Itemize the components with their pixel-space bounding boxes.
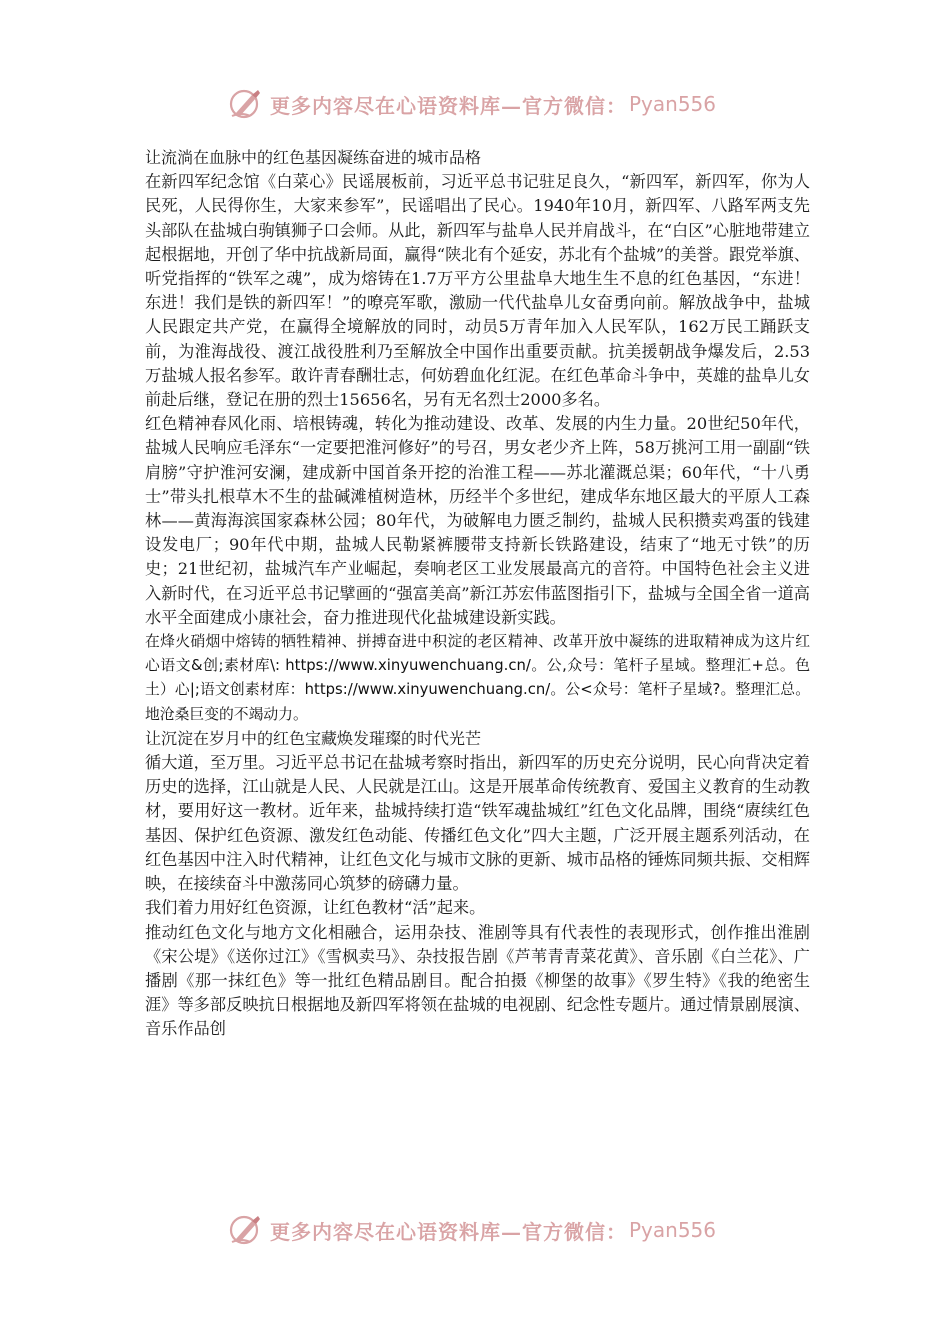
paragraph-4: 循大道，至万里。习近平总书记在盐城考察时指出，新四军的历史充分说明，民心向背决定着历史的选择，江山就是人民、人民就是江山。这是开展革命传统教育、爱国主义教育的生动教材，要用好这一教材。近年来，盐城持续打造“铁军魂盐城红”红色文化品牌，围绕“赓续红色基因、保护红色资源、激发红色动能、传播红色文化”四大主题，广泛开展主题系列活动，在红色基因中注入时代精神，让红色文化与城市文脉的更新、城市品格的锤炼同频共振、交相辉映，在接续奋斗中激荡同心筑梦的磅礴力量。 [145,753,810,894]
section-heading-2: 让沉淀在岁月中的红色宝藏焕发璀璨的时代光芒 [145,728,482,748]
banner-text: 更多内容尽在心语资料库—官方微信： [270,93,627,118]
banner-text: 更多内容尽在心语资料库—官方微信： [270,1219,627,1244]
section-heading-1: 让流淌在血脉中的红色基因凝练奋进的城市品格 [145,148,482,167]
paragraph-1: 在新四军纪念馆《白菜心》民谣展板前，习近平总书记驻足良久，“新四军，新四军，你为人民死，人民得你生，大家来参军”，民谣唱出了民心。1940年10月，新四军、八路军两支先头部队在盐城白驹镇狮子口会师。从此，新四军与盐阜人民并肩战斗，在“白区”心脏地带建立起根据地，开创了华中抗战新局面，赢得“陕北有个延安，苏北有个盐城”的美誉。跟党举旗、听党指挥的“铁军之魂”，成为熔铸在1.7万平方公里盐阜大地生生不息的红色基因，“东进！东进！我们是铁的新四军！”的嘹亮军歌，激励一代代盐阜儿女奋勇向前。解放战争中，盐城人民跟定共产党，在赢得全境解放的同时，动员5万青年加入人民军队，162万民工踊跃支前，为淮海战役、渡江战役胜利乃至解放全中国作出重要贡献。抗美援朝战争爆发后，2.53万盐城人报名参军。敢许青春酬壮志，何妨碧血化红泥。在红色革命斗争中，英雄的盐阜儿女前赴后继，登记在册的烈士15656名，另有无名烈士2000多名。 [145,172,810,410]
banner-wechat-handle: Pyan556 [629,92,717,116]
paragraph-3-watermarked: 在烽火硝烟中熔铸的牺牲精神、拼搏奋进中积淀的老区精神、改革开放中凝练的进取精神成为这片红心语文&创;素材库\: https://www.xinyuwenchuang.cn/。公,众号：笔杆子星域。整理汇+总。色土）心|;语文创素材库：https://www.xinyuwenchuang.cn/。公<众号：笔杆子星域?。整理汇总。地沧桑巨变的不竭动力。 [145,633,810,723]
footer-banner [228,1210,748,1250]
paragraph-6: 推动红色文化与地方文化相融合，运用杂技、淮剧等具有代表性的表现形式，创作推出淮剧《宋公堤》《送你过江》《雪枫卖马》、杂技报告剧《芦苇青青菜花黄》、音乐剧《白兰花》、广播剧《那一抹红色》等一批红色精品剧目。配合拍摄《柳堡的故事》《罗生特》《我的绝密生涯》等多部反映抗日根据地及新四军将领在盐城的电视剧、纪念性专题片。通过情景剧展演、音乐作品创 [145,922,810,1039]
article-body [145,146,810,1042]
pen-logo-icon [228,1212,264,1248]
banner-wechat-handle: Pyan556 [629,1218,717,1242]
pen-logo-icon [228,86,264,122]
header-banner [228,84,748,124]
paragraph-2: 红色精神春风化雨、培根铸魂，转化为推动建设、改革、发展的内生力量。20世纪50年代，盐城人民响应毛泽东“一定要把淮河修好”的号召，男女老少齐上阵，58万挑河工用一副副“铁肩膀”守护淮河安澜，建成新中国首条开挖的治淮工程——苏北灌溉总渠；60年代，“十八勇士”带头扎根草木不生的盐碱滩植树造林，历经半个多世纪，建成华东地区最大的平原人工森林——黄海海滨国家森林公园；80年代，为破解电力匮乏制约，盐城人民积攒卖鸡蛋的钱建设发电厂；90年代中期，盐城人民勒紧裤腰带支持新长铁路建设，结束了“地无寸铁”的历史；21世纪初，盐城汽车产业崛起，奏响老区工业发展最高亢的音符。中国特色社会主义进入新时代，在习近平总书记擘画的“强富美高”新江苏宏伟蓝图指引下，盐城与全国全省一道高水平全面建成小康社会，奋力推进现代化盐城建设新实践。 [145,414,810,627]
paragraph-5: 我们着力用好红色资源，让红色教材“活”起来。 [145,898,486,918]
